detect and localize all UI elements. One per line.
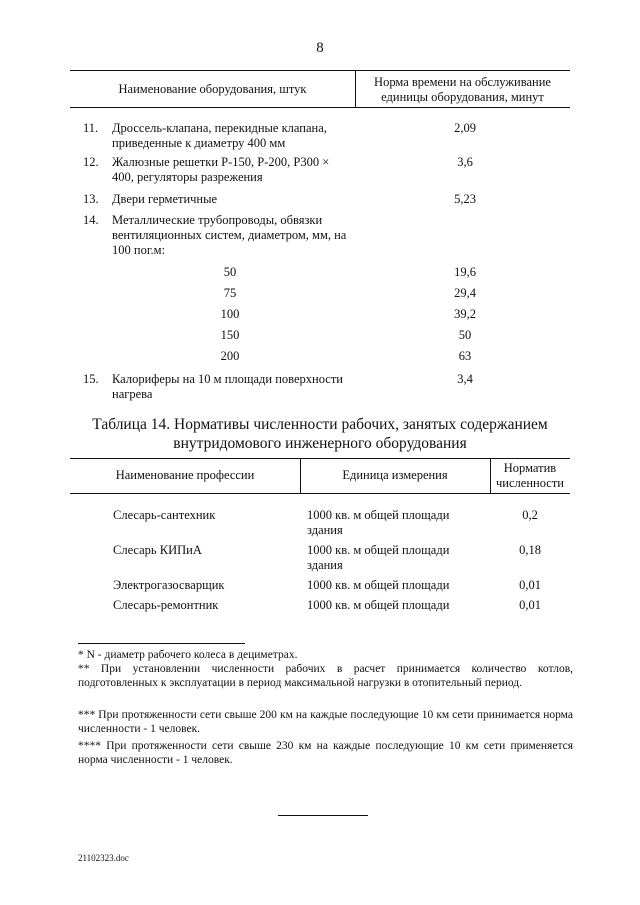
- profession: Электрогазосварщик: [113, 578, 225, 592]
- equipment-name: Дроссель-клапана, перекидные клапана, приведенные к диаметру 400 мм: [112, 121, 327, 150]
- equipment-name: Калориферы на 10 м площади поверхности нагрева: [112, 372, 343, 401]
- diameter: 50: [223, 265, 237, 279]
- table14-header-rule: [70, 493, 570, 494]
- time-norm: 29,4: [454, 286, 476, 300]
- row-number: 15.: [83, 372, 99, 386]
- time-norm: 3,4: [457, 372, 473, 386]
- table1-header-divider: [355, 70, 356, 107]
- equipment-name: Двери герметичные: [112, 192, 218, 206]
- unit: 1000 кв. м общей площади здания: [307, 508, 450, 537]
- row-number: 13.: [83, 192, 99, 206]
- footnote: * N - диаметр рабочего колеса в дециметрах.: [78, 649, 298, 661]
- table14-header-profession: Наименование профессии: [115, 468, 255, 482]
- table14-title: Таблица 14. Нормативы численности рабочих, занятых содержанием внутридомового инженерного оборудования: [92, 416, 548, 452]
- footnote: **** При протяженности сети свыше 230 км на каждые последующие 10 км сети применяется норма численности - 1 человек.: [78, 740, 573, 766]
- norm: 0,01: [519, 598, 541, 612]
- norm: 0,01: [519, 578, 541, 592]
- unit: 1000 кв. м общей площади: [307, 598, 450, 612]
- doc-footer: 21102323.doc: [78, 853, 129, 863]
- equipment-name: Металлические трубопроводы, обвязки вентиляционных систем, диаметром, мм, на 100 пог.м:: [112, 213, 347, 257]
- row-number: 12.: [83, 155, 99, 169]
- diameter: 100: [220, 307, 240, 321]
- unit: 1000 кв. м общей площади: [307, 578, 450, 592]
- time-norm: 2,09: [454, 121, 476, 135]
- equipment-name: Жалюзные решетки Р-150, Р-200, Р300 × 400, регуляторы разрежения: [112, 155, 330, 184]
- diameter: 200: [220, 349, 240, 363]
- profession: Слесарь-ремонтник: [113, 598, 219, 612]
- time-norm: 3,6: [457, 155, 473, 169]
- time-norm: 50: [458, 328, 472, 342]
- norm: 0,18: [519, 543, 541, 557]
- table1-header-norm: Норма времени на обслуживание единицы оборудования, минут: [374, 75, 551, 104]
- time-norm: 63: [458, 349, 472, 363]
- time-norm: 19,6: [454, 265, 476, 279]
- profession: Слесарь-сантехник: [113, 508, 216, 522]
- footnote: ** При установлении численности рабочих в расчет принимается количество котлов, подготовленных к эксплуатации в период максимальной нагрузки в отопительный период.: [78, 663, 573, 689]
- footnote-separator: [78, 643, 245, 644]
- time-norm: 5,23: [454, 192, 476, 206]
- page-number: 8: [316, 40, 324, 56]
- time-norm: 39,2: [454, 307, 476, 321]
- table1-header-rule: [70, 107, 570, 108]
- table14-divider-2: [490, 458, 491, 493]
- table1-header-name: Наименование оборудования, штук: [118, 82, 307, 96]
- unit: 1000 кв. м общей площади здания: [307, 543, 450, 572]
- row-number: 11.: [83, 121, 99, 135]
- row-number: 14.: [83, 213, 99, 227]
- table14-header-norm: Норматив численности: [496, 461, 564, 490]
- table14-header-unit: Единица измерения: [342, 468, 448, 482]
- diameter: 75: [223, 286, 237, 300]
- diameter: 150: [220, 328, 240, 342]
- norm: 0,2: [522, 508, 538, 522]
- footnote: *** При протяженности сети свыше 200 км на каждые последующие 10 км сети принимается норма численности - 1 человек.: [78, 709, 573, 735]
- profession: Слесарь КИПиА: [113, 543, 202, 557]
- end-rule: [278, 815, 368, 816]
- table1-top-rule: [70, 70, 570, 71]
- table14-top-rule: [70, 458, 570, 459]
